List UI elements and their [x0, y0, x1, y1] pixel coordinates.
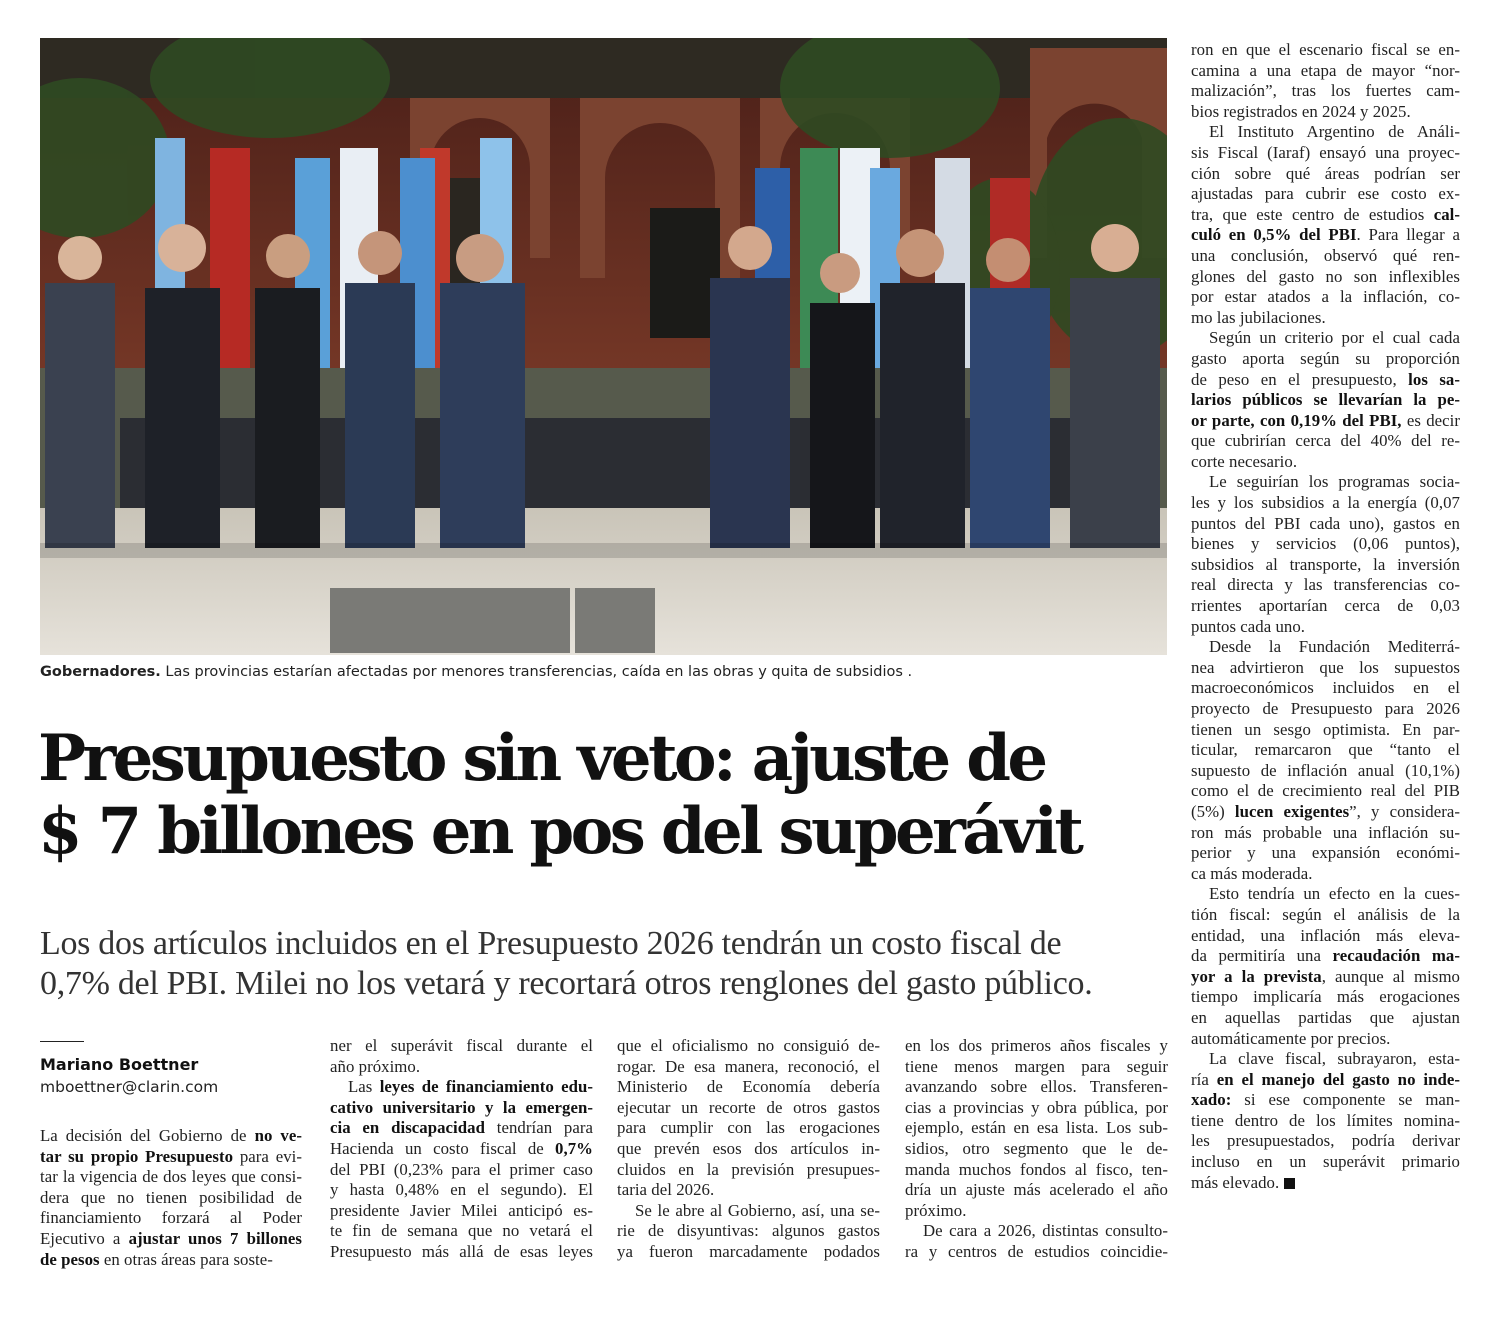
- text-line: [1191, 225, 1460, 246]
- caption-lead: Gobernadores.: [40, 664, 161, 680]
- bold-text: recaudación ma-: [1332, 946, 1460, 966]
- text-line: [1191, 472, 1460, 493]
- text-line: [1191, 967, 1460, 988]
- text-run: ron más probable una inflación su-: [1191, 822, 1460, 842]
- text-line: [1191, 1090, 1460, 1111]
- text-line: [1191, 1131, 1460, 1152]
- text-line: [1191, 411, 1460, 432]
- text-run: más elevado.: [1191, 1172, 1280, 1192]
- text-run: puntos del PBI cada uno), gastos en: [1191, 513, 1460, 533]
- governors-group-photo: [40, 38, 1167, 655]
- text-line: [1191, 678, 1460, 699]
- text-run: sidios, otro segmento que le de-: [905, 1138, 1168, 1158]
- text-line: [1191, 246, 1460, 267]
- text-run: Esto tendría un efecto en la cues-: [1209, 884, 1460, 904]
- text-line: [1191, 596, 1460, 617]
- text-run: Se le abre al Gobierno, así, una se-: [635, 1200, 880, 1220]
- article-photo: [40, 38, 1167, 655]
- text-run: da permitiría una: [1191, 946, 1333, 966]
- text-line: [1191, 864, 1460, 885]
- text-line: [40, 1229, 302, 1250]
- text-line: [1191, 308, 1460, 329]
- text-run: ticular, remarcaron que “tanto el: [1191, 740, 1460, 760]
- text-run: presidente Javier Milei anticipó es-: [330, 1200, 593, 1220]
- text-run: les y los subsidios a la energía (0,07: [1191, 493, 1460, 513]
- bold-text: ajustar unos 7 billones: [128, 1228, 302, 1248]
- text-run: entidad, una inflación más eleva-: [1191, 925, 1460, 945]
- text-run: una conclusión, observó qué ren-: [1191, 245, 1460, 265]
- text-line: [1191, 575, 1460, 596]
- bold-text: larios públicos se llevarían la pe-: [1191, 390, 1460, 410]
- text-run: financiamiento forzará al Poder: [40, 1208, 302, 1228]
- bold-text: no ve-: [254, 1126, 302, 1145]
- text-line: [1191, 1008, 1460, 1029]
- text-run: real directa y las transferencias co-: [1191, 575, 1460, 595]
- text-run: Las: [348, 1077, 380, 1097]
- text-line: [330, 1201, 593, 1222]
- bold-text: yor a la prevista: [1191, 966, 1322, 986]
- text-run: que cubrirían cerca del 40% del re-: [1191, 431, 1460, 451]
- text-run: cias a provincias y obra pública, por: [905, 1097, 1168, 1117]
- text-line: [1191, 884, 1460, 905]
- text-line: [617, 1139, 880, 1160]
- text-line: [1191, 843, 1460, 864]
- text-line: [1191, 164, 1460, 185]
- text-line: [905, 1160, 1168, 1181]
- text-run: Ejecutivo a: [40, 1228, 129, 1248]
- text-line: [1191, 514, 1460, 535]
- text-line: [330, 1160, 593, 1181]
- author-email[interactable]: mboettner@clarin.com: [40, 1078, 219, 1096]
- text-line: [1191, 102, 1460, 123]
- text-line: [1191, 823, 1460, 844]
- text-line: [1191, 431, 1460, 452]
- text-run: Hacienda un costo fiscal de: [330, 1138, 556, 1158]
- text-run: glones del gasto no son inflexibles: [1191, 266, 1460, 286]
- text-run: te fin de semana que no vetará el: [330, 1221, 593, 1241]
- text-line: [617, 1057, 880, 1078]
- text-run: de peso en el presupuesto,: [1191, 369, 1409, 389]
- bold-text: cia en discapacidad: [330, 1118, 485, 1138]
- bold-text: cativo universitario y la emergen-: [330, 1097, 593, 1117]
- text-line: [905, 1077, 1168, 1098]
- text-run: tiempo implicaría más erogaciones: [1191, 987, 1460, 1007]
- text-run: macroeconómicos incluidos en el: [1191, 678, 1460, 698]
- text-line: [1191, 328, 1460, 349]
- text-run: rrientes aportarían cerca de 0,03: [1191, 596, 1460, 616]
- text-line: [330, 1077, 593, 1098]
- text-run: tión fiscal: según el análisis de la: [1191, 904, 1460, 924]
- text-line: [617, 1180, 880, 1201]
- text-run: si ese componente se man-: [1231, 1090, 1460, 1110]
- bold-text: en el manejo del gasto no inde-: [1216, 1069, 1460, 1089]
- text-line: [1191, 1173, 1460, 1194]
- text-line: [617, 1077, 880, 1098]
- text-run: El Instituto Argentino de Análi-: [1209, 122, 1460, 142]
- text-run: ría: [1191, 1069, 1217, 1089]
- text-run: en aquellas partidas que ajustan: [1191, 1007, 1460, 1027]
- text-run: tar la vigencia de dos leyes que consi-: [40, 1167, 302, 1187]
- text-line: [1191, 390, 1460, 411]
- text-line: [1191, 617, 1460, 638]
- text-run: Desde la Fundación Mediterrá-: [1209, 637, 1460, 657]
- text-line: [617, 1098, 880, 1119]
- text-run: . Para llegar a: [1356, 225, 1460, 245]
- text-run: bienes y servicios (0,06 puntos),: [1191, 534, 1460, 554]
- text-run: Presupuesto más allá de esas leyes: [330, 1241, 593, 1261]
- text-line: [905, 1118, 1168, 1139]
- byline-rule: [40, 1041, 84, 1042]
- text-line: [617, 1221, 880, 1242]
- text-line: [330, 1036, 593, 1057]
- text-line: [1191, 1049, 1460, 1070]
- text-line: [617, 1160, 880, 1181]
- subheadline-line-1: Los dos artículos incluidos en el Presupuesto 2026 tendrán un costo fiscal de: [40, 925, 1062, 962]
- text-line: [330, 1139, 593, 1160]
- text-run: tendrían para: [484, 1118, 593, 1138]
- text-run: rie de disyuntivas: algunos gastos: [617, 1221, 880, 1241]
- text-line: [1191, 370, 1460, 391]
- subheadline-line-2: 0,7% del PBI. Milei no los vetará y recortará otros renglones del gasto público.: [40, 965, 1093, 1002]
- text-run: taria del 2026.: [617, 1180, 715, 1200]
- text-run: La decisión del Gobierno de: [40, 1126, 255, 1145]
- text-line: [905, 1180, 1168, 1201]
- text-line: [905, 1036, 1168, 1057]
- text-line: [1191, 926, 1460, 947]
- text-run: malización”, tras los fuertes cam-: [1191, 81, 1460, 101]
- text-run: como el de crecimiento real del PIB: [1191, 781, 1460, 801]
- text-run: avanzando sobre ellos. Transferen-: [905, 1077, 1168, 1097]
- text-line: [1191, 740, 1460, 761]
- headline-line-1: Presupuesto sin veto: ajuste de: [38, 721, 1045, 796]
- text-line: [1191, 637, 1460, 658]
- text-run: Según un criterio por el cual cada: [1209, 328, 1460, 348]
- text-run: Le seguirían los programas socia-: [1209, 472, 1460, 492]
- text-run: dera que no tienen posibilidad de: [40, 1187, 302, 1207]
- body-column-1: [40, 1126, 302, 1270]
- text-line: [1191, 452, 1460, 473]
- headline: [38, 722, 1178, 868]
- text-line: [1191, 1152, 1460, 1173]
- end-of-article-mark: [1284, 1178, 1295, 1189]
- text-run: próximo.: [905, 1200, 967, 1220]
- bold-text: 0,7%: [555, 1138, 593, 1158]
- author-name: Mariano Boettner: [40, 1055, 199, 1074]
- text-run: sis Fiscal (Iaraf) ensayó una proyec-: [1191, 142, 1460, 162]
- text-line: [1191, 122, 1460, 143]
- text-line: [1191, 946, 1460, 967]
- text-run: bios registrados en 2024 y 2025.: [1191, 101, 1411, 121]
- text-run: nea advirtieron que los supuestos: [1191, 657, 1460, 677]
- bold-text: los sa-: [1408, 369, 1460, 389]
- text-line: [1191, 905, 1460, 926]
- photo-caption: [40, 662, 1170, 682]
- text-run: manda muchos fondos al fisco, ten-: [905, 1159, 1168, 1179]
- text-run: ron en que el escenario fiscal se en-: [1191, 40, 1460, 59]
- text-run: tiene dentro de los límites nomina-: [1191, 1110, 1460, 1130]
- text-line: [1191, 1029, 1460, 1050]
- text-run: automáticamente por precios.: [1191, 1028, 1391, 1048]
- text-run: De cara a 2026, distintas consulto-: [923, 1221, 1168, 1241]
- text-run: Ministerio de Economía debería: [617, 1077, 880, 1097]
- text-run: del PBI (0,23% para el primer caso: [330, 1159, 593, 1179]
- text-run: en los dos primeros años fiscales y: [905, 1036, 1168, 1055]
- text-line: [905, 1242, 1168, 1263]
- text-run: camina a una etapa de mayor “nor-: [1191, 60, 1460, 80]
- subheadline: [40, 924, 1170, 1004]
- text-run: supuesto de inflación anual (10,1%): [1191, 760, 1460, 780]
- text-line: [40, 1250, 302, 1271]
- text-line: [1191, 1070, 1460, 1091]
- bold-text: cal-: [1433, 204, 1460, 224]
- text-line: [905, 1201, 1168, 1222]
- text-run: tra, que este centro de estudios: [1191, 204, 1434, 224]
- text-line: [1191, 761, 1460, 782]
- text-line: [1191, 987, 1460, 1008]
- text-run: ción sobre qué áreas podrían ser: [1191, 163, 1460, 183]
- text-run: tienen un sesgo optimista. En par-: [1191, 719, 1460, 739]
- text-line: [1191, 267, 1460, 288]
- text-line: [40, 1147, 302, 1168]
- text-line: [330, 1180, 593, 1201]
- text-run: corte necesario.: [1191, 451, 1298, 471]
- text-line: [905, 1057, 1168, 1078]
- text-line: [40, 1167, 302, 1188]
- text-run: que el oficialismo no consiguió de-: [617, 1036, 880, 1055]
- text-line: [1191, 287, 1460, 308]
- text-run: mo las jubilaciones.: [1191, 307, 1326, 327]
- text-run: La clave fiscal, subrayaron, esta-: [1209, 1049, 1460, 1069]
- text-run: , aunque al mismo: [1321, 966, 1460, 986]
- text-line: [40, 1126, 302, 1147]
- text-line: [1191, 555, 1460, 576]
- text-line: [330, 1242, 593, 1263]
- bold-text: xado:: [1191, 1090, 1232, 1110]
- text-run: ra y centros de estudios coincidie-: [905, 1241, 1168, 1261]
- text-line: [905, 1139, 1168, 1160]
- text-run: para evi-: [233, 1146, 302, 1166]
- body-column-2: [330, 1036, 593, 1263]
- text-run: (5%): [1191, 801, 1235, 821]
- text-line: [617, 1201, 880, 1222]
- text-run: ajustadas para cubrir ese costo ex-: [1191, 184, 1460, 204]
- text-line: [1191, 658, 1460, 679]
- text-line: [1191, 720, 1460, 741]
- bold-text: leyes de financiamiento edu-: [379, 1077, 593, 1097]
- text-run: proyecto de Presupuesto para 2026: [1191, 699, 1460, 718]
- text-run: perior y una expansión económi-: [1191, 843, 1460, 863]
- text-line: [1191, 61, 1460, 82]
- text-run: puntos cada uno.: [1191, 616, 1306, 636]
- text-run: es decir: [1401, 410, 1460, 430]
- caption-text: Las provincias estarían afectadas por menores transferencias, caída en las obras y quita de subsidios .: [160, 664, 913, 680]
- text-line: [905, 1098, 1168, 1119]
- text-run: año próximo.: [330, 1056, 421, 1076]
- text-run: ejemplo, están en esa lista. Los sub-: [905, 1118, 1168, 1138]
- text-line: [1191, 493, 1460, 514]
- bold-text: lucen exigentes: [1234, 801, 1350, 821]
- text-line: [330, 1098, 593, 1119]
- body-column-5: [1191, 40, 1460, 1193]
- text-line: [330, 1118, 593, 1139]
- text-line: [1191, 802, 1460, 823]
- text-run: y hasta 0,48% en el segundo). El: [330, 1180, 593, 1200]
- body-column-4: [905, 1036, 1168, 1263]
- text-run: ejecutar un recorte de otros gastos: [617, 1097, 880, 1117]
- text-run: tiene menos margen para seguir: [905, 1056, 1168, 1076]
- text-run: en otras áreas para soste-: [99, 1249, 273, 1269]
- text-line: [1191, 781, 1460, 802]
- body-column-3: [617, 1036, 880, 1263]
- text-line: [40, 1208, 302, 1229]
- text-line: [330, 1221, 593, 1242]
- bold-text: culó en 0,5% del PBI: [1191, 225, 1357, 245]
- text-run: subsidios al transporte, la inversión: [1191, 554, 1460, 574]
- text-line: [1191, 184, 1460, 205]
- text-run: que prevén esos dos artículos in-: [617, 1138, 880, 1158]
- text-run: ”, y considera-: [1349, 801, 1460, 821]
- text-run: ya fueron marcadamente podados: [617, 1241, 880, 1261]
- headline-line-2: $ 7 billones en pos del superávit: [38, 794, 1081, 869]
- text-run: por estar atados a la inflación, co-: [1191, 287, 1460, 307]
- text-run: ca más moderada.: [1191, 863, 1313, 883]
- text-line: [1191, 40, 1460, 61]
- text-line: [1191, 81, 1460, 102]
- text-line: [617, 1242, 880, 1263]
- text-run: ner el superávit fiscal durante el: [330, 1036, 593, 1055]
- text-line: [1191, 143, 1460, 164]
- bold-text: de pesos: [40, 1249, 100, 1269]
- text-line: [905, 1221, 1168, 1242]
- bold-text: or parte, con 0,19% del PBI,: [1191, 410, 1402, 430]
- text-run: rogar. De esa manera, reconoció, el: [617, 1056, 880, 1076]
- text-line: [1191, 1111, 1460, 1132]
- bold-text: tar su propio Presupuesto: [40, 1146, 234, 1166]
- text-line: [330, 1057, 593, 1078]
- text-run: dría un ajuste más acelerado el año: [905, 1180, 1168, 1200]
- text-run: para cumplir con las erogaciones: [617, 1118, 880, 1138]
- text-line: [1191, 205, 1460, 226]
- text-line: [617, 1118, 880, 1139]
- text-line: [1191, 699, 1460, 720]
- text-line: [40, 1188, 302, 1209]
- text-run: incluso en un superávit primario: [1191, 1152, 1460, 1172]
- text-line: [1191, 534, 1460, 555]
- text-line: [617, 1036, 880, 1057]
- text-run: les presupuestados, podría derivar: [1191, 1131, 1460, 1151]
- text-run: cluidos en la previsión presupues-: [617, 1159, 880, 1179]
- text-line: [1191, 349, 1460, 370]
- text-run: gasto aporta según su proporción: [1191, 348, 1460, 368]
